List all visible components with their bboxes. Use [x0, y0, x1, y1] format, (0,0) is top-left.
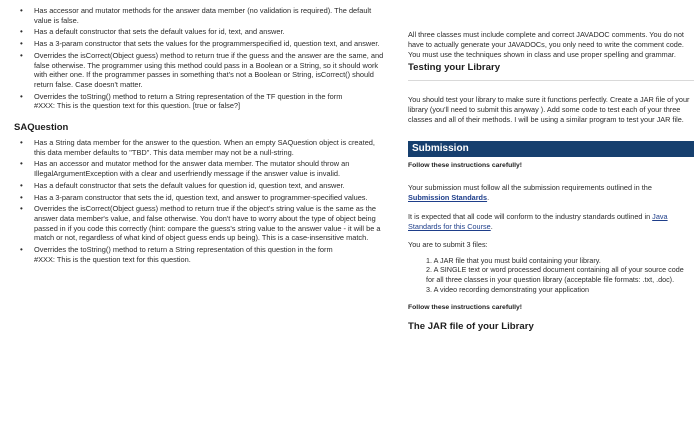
tf-form-line: #XXX: This is the question text for this question. [true or false?]	[34, 101, 241, 111]
bullet-icon: •	[20, 91, 23, 101]
divider	[408, 80, 694, 81]
submission-standards-link[interactable]: Submission Standards	[408, 192, 488, 202]
follow-instructions-note-2: Follow these instructions carefully!	[408, 304, 523, 312]
left-column	[14, 6, 384, 264]
bullet-icon: •	[20, 138, 23, 148]
requirements-paragraph: Your submission must follow all the submission requirements outlined in the Submission Standards.	[408, 182, 652, 202]
saq-form-line: #XXX: This is the question text for this question.	[34, 254, 191, 264]
saq-requirements-list	[14, 138, 384, 255]
testing-heading: Testing your Library	[408, 62, 501, 74]
list-item: • Overrides the toString() method to return a String representation of the TF question in the form	[20, 91, 343, 101]
testing-paragraph: You should test your library to make sure it functions perfectly. Create a JAR file of your library (you'll need to submit this anyway ). Add some code to test each of your three classes and all of their methods. I will be using a similar program to test your JAR file.	[408, 95, 690, 124]
bullet-icon: •	[20, 6, 23, 15]
jar-file-heading: The JAR file of your Library	[408, 321, 534, 333]
list-item: • Has a 3-param constructor that sets the values for the programmerspecified id, question text, and answer.	[20, 39, 380, 49]
tf-requirements-list	[14, 6, 384, 101]
follow-instructions-note: Follow these instructions carefully!	[408, 161, 523, 169]
list-item: 1. A JAR file that you must build containing your library.	[426, 255, 601, 265]
saquestion-heading: SAQuestion	[14, 122, 69, 134]
bullet-icon: •	[20, 204, 23, 214]
bullet-icon: •	[20, 245, 23, 255]
list-item: • Overrides the isCorrect(Object guess) method to return true if the guess and the answer are the same, and false otherwise. The programmer using this method could pass in a Boolean or a String, so it should work with either one. If the programmer passes in something that's not a Boolean or String, isCorrect() should return false. Case doesn't matter.	[20, 50, 384, 89]
list-item: • Has a default constructor that sets the default values for question id, question text, and answer.	[20, 180, 345, 190]
list-item: 3. A video recording demonstrating your application	[426, 284, 590, 294]
bullet-icon: •	[20, 159, 23, 169]
bullet-icon: •	[20, 180, 23, 190]
list-item: 2. A SINGLE text or word processed document containing all of your source code for all three classes in your question library (acceptable file formats: .txt, .doc).	[426, 265, 684, 284]
standards-paragraph: It is expected that all code will conform to the industry standards outlined in Java Standards for this Course.	[408, 212, 668, 232]
list-item: • Has a 3-param constructor that sets the id, question text, and answer to programmer-specified values.	[20, 192, 368, 202]
right-column	[408, 30, 694, 332]
list-item: • Overrides the isCorrect(Object guess) method to return true if the object's string value is the same as the answer data member's value, and false otherwise. You don't have to worry about the type of object being passed in if you code this correctly (hint: compare the guess's string value to the answer value - it will be a match or not, regardless of what kind of object guess ends up being). This is a case-insensitive match.	[20, 204, 381, 243]
list-item: • Has a default constructor that sets the default values for id, text, and answer.	[20, 27, 285, 37]
bullet-icon: •	[20, 39, 23, 49]
bullet-icon: •	[20, 50, 23, 60]
java-standards-link[interactable]: Java Standards for this Course	[408, 212, 668, 232]
submit-intro: You are to submit 3 files:	[408, 239, 488, 249]
list-item: • Has accessor and mutator methods for the answer data member (no validation is required). The default value is false.	[20, 6, 372, 25]
submission-files-list	[408, 256, 694, 294]
javadoc-paragraph: All three classes must include complete and correct JAVADOC comments. You do not have to actually generate your JAVADOCs, you only need to write the comment code. You must use the techniques shown in class and use proper spelling and grammar.	[408, 30, 684, 59]
bullet-icon: •	[20, 192, 23, 202]
list-item: • Overrides the toString() method to return a String representation of this question in the form	[20, 245, 333, 255]
submission-heading: Submission	[408, 141, 694, 157]
list-item: • Has a String data member for the answer to the question. When an empty SAQuestion object is created, this data member defaults to "TBD". This data member may not be a null-string.	[20, 138, 375, 157]
list-item: • Has an accessor and mutator method for the answer data member. The mutator should throw an IllegalArgumentException with a clear and userfriendly message if the answer value is invalid.	[20, 159, 350, 179]
bullet-icon: •	[20, 27, 23, 37]
